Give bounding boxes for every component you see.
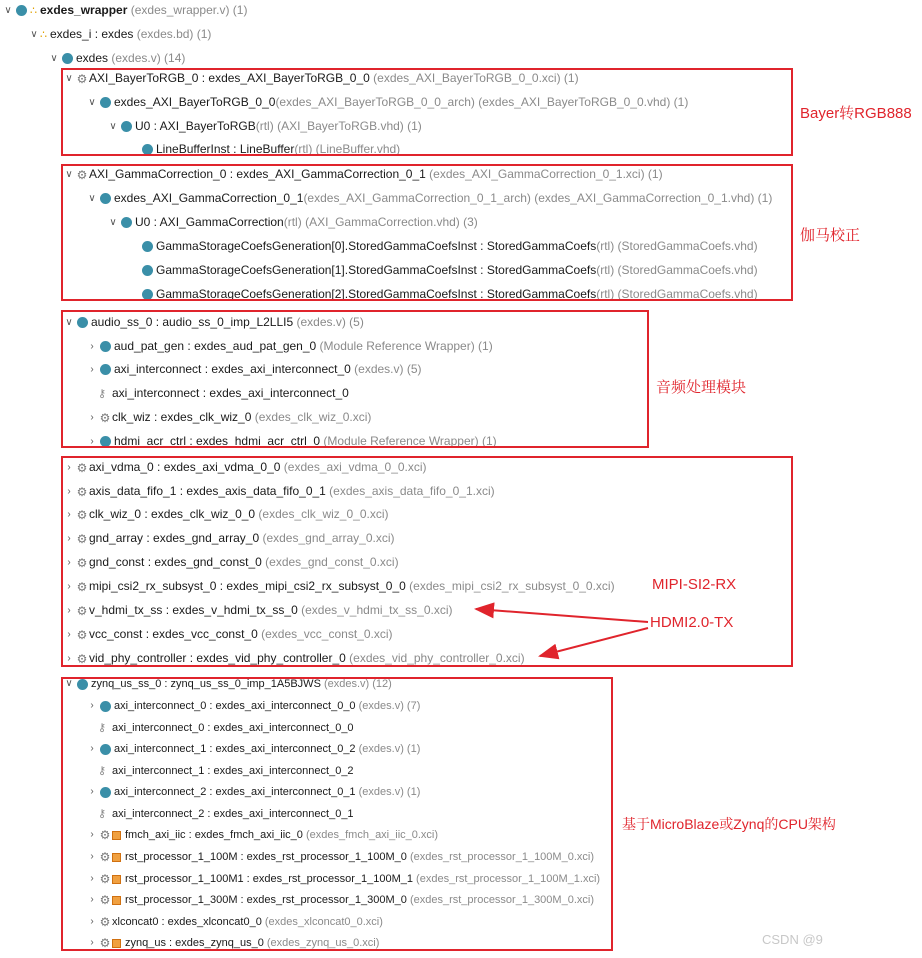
source-file-label: (StoredGammaCoefs.vhd) xyxy=(614,263,758,277)
ip-gear-icon: ⚙ xyxy=(76,627,88,642)
collapse-chevron-icon[interactable]: › xyxy=(67,652,71,664)
module-name: U0 : AXI_GammaCorrection xyxy=(135,215,284,229)
architecture-label: (rtl) xyxy=(255,119,274,133)
source-file-label: (exdes.v) (7) xyxy=(355,700,421,712)
key-icon: ⚷ xyxy=(98,722,107,735)
source-file-label: (AXI_BayerToRGB.vhd) (1) xyxy=(273,119,422,133)
audio-annotation: 音频处理模块 xyxy=(656,379,747,396)
source-file-label: (exdes_xlconcat0_0.xci) xyxy=(261,916,383,928)
module-name: rst_processor_1_100M : exdes_rst_processor_1_100M_0 xyxy=(125,851,407,863)
ip-gear-icon: ⚙ xyxy=(76,603,88,618)
hdmi-arrow-2 xyxy=(540,628,648,656)
source-file-label: (exdes_v_hdmi_tx_ss_0.xci) xyxy=(297,603,453,617)
module-name: GammaStorageCoefsGeneration[0].StoredGammaCoefsInst : StoredGammaCoefs xyxy=(156,239,597,253)
expand-chevron-icon[interactable]: ∨ xyxy=(30,28,38,40)
expand-chevron-icon[interactable]: ∨ xyxy=(4,4,12,16)
block-design-icon: ∴ xyxy=(40,28,47,41)
expand-chevron-icon[interactable]: ∨ xyxy=(65,678,73,690)
source-file-label: (exdes.v) (1) xyxy=(355,743,421,755)
module-name: axi_interconnect_0 : exdes_axi_interconnect_0_0 xyxy=(112,722,354,734)
module-name: exdes_AXI_BayerToRGB_0_0 xyxy=(114,95,276,109)
module-name: mipi_csi2_rx_subsyst_0 : exdes_mipi_csi2_rx_subsyst_0_0 xyxy=(89,579,406,593)
collapse-chevron-icon[interactable]: › xyxy=(90,916,94,928)
source-file-label: (exdes_axis_data_fifo_0_1.xci) xyxy=(325,484,495,498)
collapse-chevron-icon[interactable]: › xyxy=(90,873,94,885)
module-name: rst_processor_1_300M : exdes_rst_processor_1_300M_0 xyxy=(125,894,407,906)
architecture-label: (exdes_AXI_BayerToRGB_0_0_arch) xyxy=(275,95,475,109)
collapse-chevron-icon[interactable]: › xyxy=(67,628,71,640)
ip-gear-icon: ⚙ xyxy=(99,872,111,887)
source-file-label: (exdes_gnd_const_0.xci) xyxy=(261,555,399,569)
source-file-label: (StoredGammaCoefs.vhd) xyxy=(614,287,758,301)
collapse-chevron-icon[interactable]: › xyxy=(90,851,94,863)
expand-chevron-icon[interactable]: ∨ xyxy=(65,316,73,328)
module-name: audio_ss_0 : audio_ss_0_imp_L2LLI5 xyxy=(91,315,294,329)
ip-gear-icon: ⚙ xyxy=(99,410,111,425)
module-name: axi_interconnect_0 : exdes_axi_interconnect_0_0 xyxy=(114,700,356,712)
source-file-label: (Module Reference Wrapper) (1) xyxy=(320,434,497,448)
module-name: gnd_const : exdes_gnd_const_0 xyxy=(89,555,262,569)
module-name: axi_interconnect_1 : exdes_axi_interconnect_0_2 xyxy=(112,765,354,777)
source-file-label: (exdes_zynq_us_0.xci) xyxy=(263,937,380,949)
source-file-label: (exdes.v) (14) xyxy=(108,51,186,65)
source-file-label: (exdes_fmch_axi_iic_0.xci) xyxy=(302,829,439,841)
module-name: axi_interconnect_1 : exdes_axi_interconnect_0_2 xyxy=(114,743,356,755)
module-name: exdes_AXI_GammaCorrection_0_1 xyxy=(114,191,304,205)
ip-gear-icon: ⚙ xyxy=(99,936,111,951)
source-file-label: (exdes_vcc_const_0.xci) xyxy=(257,627,393,641)
module-name: axi_interconnect_2 : exdes_axi_interconnect_0_1 xyxy=(112,808,354,820)
collapse-chevron-icon[interactable]: › xyxy=(90,411,94,423)
source-file-label: (exdes_wrapper.v) (1) xyxy=(127,3,248,17)
source-file-label: (exdes.bd) (1) xyxy=(133,27,212,41)
module-name: exdes xyxy=(76,51,109,65)
module-name: vcc_const : exdes_vcc_const_0 xyxy=(89,627,258,641)
module-name: hdmi_acr_ctrl : exdes_hdmi_acr_ctrl_0 xyxy=(114,434,321,448)
hdmi-arrow-1 xyxy=(476,609,648,622)
bayer-annotation: Bayer转RGB888 xyxy=(800,105,912,122)
source-file-label: (exdes_AXI_GammaCorrection_0_1.vhd) (1) xyxy=(530,191,773,205)
source-file-label: (exdes.v) (5) xyxy=(293,315,364,329)
ip-gear-icon: ⚙ xyxy=(76,71,88,86)
collapse-chevron-icon[interactable]: › xyxy=(90,340,94,352)
architecture-label: (rtl) xyxy=(596,239,615,253)
expand-chevron-icon[interactable]: ∨ xyxy=(88,192,96,204)
module-name: fmch_axi_iic : exdes_fmch_axi_iic_0 xyxy=(125,829,303,841)
source-file-label: (Module Reference Wrapper) (1) xyxy=(316,339,493,353)
collapse-chevron-icon[interactable]: › xyxy=(67,604,71,616)
module-name: axi_vdma_0 : exdes_axi_vdma_0_0 xyxy=(89,460,281,474)
source-file-label: (exdes_rst_processor_1_100M_0.xci) xyxy=(406,851,594,863)
source-file-label: (exdes_gnd_array_0.xci) xyxy=(259,531,395,545)
watermark: CSDN @9 xyxy=(762,932,823,947)
ip-gear-icon: ⚙ xyxy=(99,893,111,908)
cpu-annotation: 基于MicroBlaze或Zynq的CPU架构 xyxy=(622,816,836,832)
expand-chevron-icon[interactable]: ∨ xyxy=(65,168,73,180)
module-name: v_hdmi_tx_ss : exdes_v_hdmi_tx_ss_0 xyxy=(89,603,298,617)
collapse-chevron-icon[interactable]: › xyxy=(90,937,94,949)
ip-gear-icon: ⚙ xyxy=(76,507,88,522)
ip-gear-icon: ⚙ xyxy=(76,579,88,594)
expand-chevron-icon[interactable]: ∨ xyxy=(65,72,73,84)
collapse-chevron-icon[interactable]: › xyxy=(67,508,71,520)
module-name: exdes_i : exdes xyxy=(50,27,134,41)
source-file-label: (exdes_mipi_csi2_rx_subsyst_0_0.xci) xyxy=(405,579,615,593)
ip-gear-icon: ⚙ xyxy=(99,850,111,865)
mipi-annotation: MIPI-SI2-RX xyxy=(652,576,737,593)
module-name: U0 : AXI_BayerToRGB xyxy=(135,119,256,133)
collapse-chevron-icon[interactable]: › xyxy=(90,435,94,447)
key-icon: ⚷ xyxy=(98,765,107,778)
expand-chevron-icon[interactable]: ∨ xyxy=(109,216,117,228)
source-file-label: (exdes.v) (12) xyxy=(320,678,392,690)
collapse-chevron-icon[interactable]: › xyxy=(90,700,94,712)
source-file-label: (exdes_rst_processor_1_300M_0.xci) xyxy=(406,894,594,906)
ip-gear-icon: ⚙ xyxy=(76,167,88,182)
source-file-label: (StoredGammaCoefs.vhd) xyxy=(614,239,758,253)
ip-gear-icon: ⚙ xyxy=(76,484,88,499)
module-name: GammaStorageCoefsGeneration[1].StoredGammaCoefsInst : StoredGammaCoefs xyxy=(156,263,597,277)
module-name: rst_processor_1_100M1 : exdes_rst_processor_1_100M_1 xyxy=(125,873,413,885)
expand-chevron-icon[interactable]: ∨ xyxy=(50,52,58,64)
module-name: axi_interconnect : exdes_axi_interconnect_0 xyxy=(114,362,351,376)
collapse-chevron-icon[interactable]: › xyxy=(67,580,71,592)
expand-chevron-icon[interactable]: ∨ xyxy=(88,96,96,108)
hdmi-annotation: HDMI2.0-TX xyxy=(650,614,734,631)
collapse-chevron-icon[interactable]: › xyxy=(67,485,71,497)
key-icon: ⚷ xyxy=(98,808,107,821)
architecture-label: (rtl) xyxy=(283,215,302,229)
module-name: exdes_wrapper xyxy=(40,3,128,17)
source-file-label: (exdes_clk_wiz_0.xci) xyxy=(251,410,372,424)
source-file-label: (exdes.v) (5) xyxy=(350,362,422,376)
source-file-label: (exdes_rst_processor_1_100M_1.xci) xyxy=(413,873,601,885)
module-name: axi_interconnect_2 : exdes_axi_interconnect_0_1 xyxy=(114,786,356,798)
ip-gear-icon: ⚙ xyxy=(99,828,111,843)
collapse-chevron-icon[interactable]: › xyxy=(90,743,94,755)
architecture-label: (rtl) xyxy=(596,287,615,301)
key-icon: ⚷ xyxy=(98,387,107,400)
ip-gear-icon: ⚙ xyxy=(76,531,88,546)
module-name: vid_phy_controller : exdes_vid_phy_controller_0 xyxy=(89,651,346,665)
source-file-label: (exdes_clk_wiz_0_0.xci) xyxy=(255,507,389,521)
source-file-label: (AXI_GammaCorrection.vhd) (3) xyxy=(301,215,478,229)
module-name: aud_pat_gen : exdes_aud_pat_gen_0 xyxy=(114,339,317,353)
module-name: xlconcat0 : exdes_xlconcat0_0 xyxy=(112,916,262,928)
module-name: GammaStorageCoefsGeneration[2].StoredGammaCoefsInst : StoredGammaCoefs xyxy=(156,287,597,301)
source-file-label: (exdes_vid_phy_controller_0.xci) xyxy=(345,651,525,665)
ip-gear-icon: ⚙ xyxy=(76,651,88,666)
gamma-annotation: 伽马校正 xyxy=(800,227,861,244)
module-name: AXI_GammaCorrection_0 : exdes_AXI_GammaCorrection_0_1 xyxy=(89,167,426,181)
module-name: clk_wiz_0 : exdes_clk_wiz_0_0 xyxy=(89,507,256,521)
collapse-chevron-icon[interactable]: › xyxy=(90,786,94,798)
source-file-label: (exdes_AXI_GammaCorrection_0_1.xci) (1) xyxy=(425,167,663,181)
source-file-label: (exdes_axi_vdma_0_0.xci) xyxy=(280,460,427,474)
ip-gear-icon: ⚙ xyxy=(99,915,111,930)
source-file-label: (exdes.v) (1) xyxy=(355,786,421,798)
collapse-chevron-icon[interactable]: › xyxy=(90,829,94,841)
module-name: axi_interconnect : exdes_axi_interconnect_0 xyxy=(112,386,349,400)
collapse-chevron-icon[interactable]: › xyxy=(90,363,94,375)
architecture-label: (rtl) xyxy=(596,263,615,277)
source-file-label: (LineBuffer.vhd) xyxy=(312,142,401,156)
architecture-label: (exdes_AXI_GammaCorrection_0_1_arch) xyxy=(303,191,531,205)
module-name: AXI_BayerToRGB_0 : exdes_AXI_BayerToRGB_0_0 xyxy=(89,71,370,85)
ip-gear-icon: ⚙ xyxy=(76,460,88,475)
module-name: zynq_us : exdes_zynq_us_0 xyxy=(125,937,264,949)
ip-gear-icon: ⚙ xyxy=(76,555,88,570)
collapse-chevron-icon[interactable]: › xyxy=(90,894,94,906)
module-name: clk_wiz : exdes_clk_wiz_0 xyxy=(112,410,252,424)
collapse-chevron-icon[interactable]: › xyxy=(67,556,71,568)
module-name: gnd_array : exdes_gnd_array_0 xyxy=(89,531,260,545)
architecture-label: (rtl) xyxy=(294,142,313,156)
collapse-chevron-icon[interactable]: › xyxy=(67,532,71,544)
source-file-label: (exdes_AXI_BayerToRGB_0_0.xci) (1) xyxy=(369,71,579,85)
expand-chevron-icon[interactable]: ∨ xyxy=(109,120,117,132)
collapse-chevron-icon[interactable]: › xyxy=(67,461,71,473)
block-design-icon: ∴ xyxy=(30,4,37,17)
module-name: LineBufferInst : LineBuffer xyxy=(156,142,295,156)
source-file-label: (exdes_AXI_BayerToRGB_0_0.vhd) (1) xyxy=(474,95,689,109)
module-name: zynq_us_ss_0 : zynq_us_ss_0_imp_1A5BJWS xyxy=(91,678,321,690)
module-name: axis_data_fifo_1 : exdes_axis_data_fifo_0_1 xyxy=(89,484,326,498)
